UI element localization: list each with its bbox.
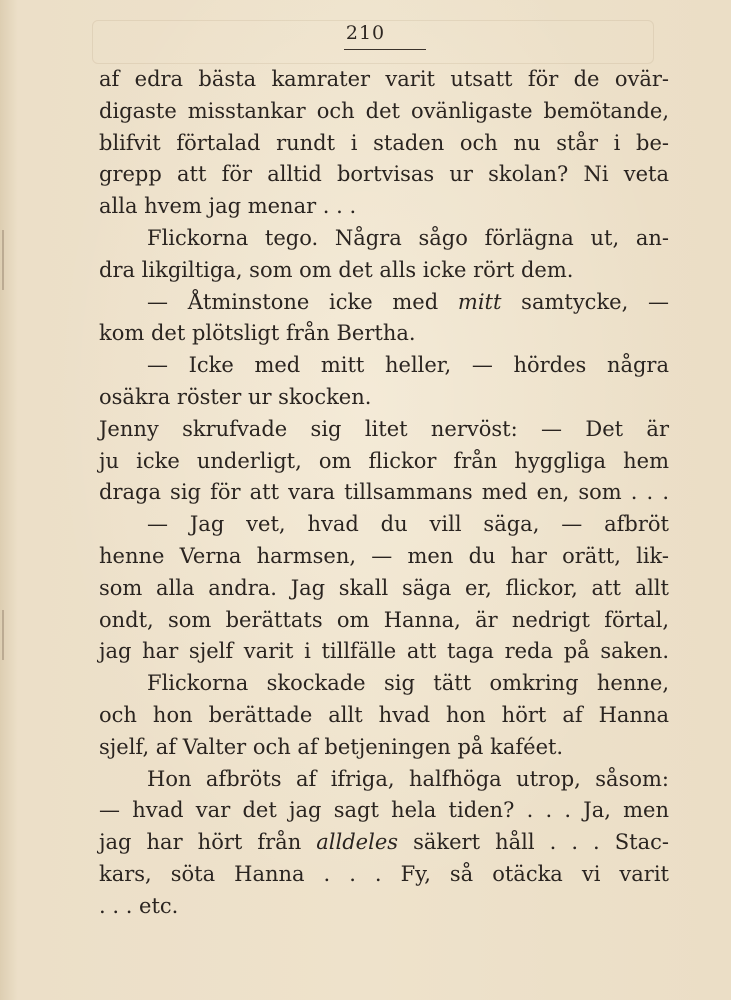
text-line: Flickorna tego. Några sågo förlägna ut, an- — [147, 225, 669, 250]
text-line: draga sig för att vara tillsammans med en, som . . . — [99, 480, 669, 505]
text-line: kars, söta Hanna . . . Fy, så otäcka vi varit — [99, 861, 669, 886]
text-line: dra likgiltiga, som om det alls icke rört dem. — [99, 257, 574, 282]
text-line: Jenny skrufvade sig litet nervöst: — Det är — [99, 416, 669, 441]
text-line: kom det plötsligt från Bertha. — [99, 321, 416, 346]
body-text — [99, 64, 669, 923]
text-line: . . . etc. — [99, 893, 179, 918]
page-edge-mark — [2, 230, 4, 290]
text-line: osäkra röster ur skocken. — [99, 384, 372, 409]
text-line: och hon berättade allt hvad hon hört af Hanna — [99, 702, 669, 727]
text-line: alla hvem jag menar . . . — [99, 194, 357, 219]
text-line: jag har sjelf varit i tillfälle att taga reda på saken. — [99, 639, 669, 664]
text-line: som alla andra. Jag skall säga er, flickor, att allt — [99, 575, 669, 600]
text-line: — Jag vet, hvad du vill säga, — afbröt — [147, 512, 669, 537]
text-line: — Åtminstone icke med mitt samtycke, — — [147, 289, 670, 314]
text-line: grepp att för alltid bortvisas ur skolan? Ni veta — [99, 162, 669, 187]
text-line: Flickorna skockade sig tätt omkring henne, — [147, 671, 669, 696]
text-line: digaste misstankar och det ovänligaste bemötande, — [99, 98, 669, 123]
text-line: ondt, som berättats om Hanna, är nedrigt förtal, — [99, 607, 669, 632]
text-line: ju icke underligt, om flickor från hyggliga hem — [99, 448, 669, 473]
page-edge-mark — [2, 610, 4, 660]
text-line: sjelf, af Valter och af betjeningen på kaféet. — [99, 734, 564, 759]
page-number-rule — [344, 49, 426, 50]
text-line: blifvit förtalad rundt i staden och nu står i be- — [99, 130, 669, 155]
text-line: — Icke med mitt heller, — hördes några — [147, 353, 669, 378]
text-line: Hon afbröts af ifriga, halfhöga utrop, såsom: — [147, 766, 669, 791]
text-line: af edra bästa kamrater varit utsatt för de ovär- — [99, 67, 669, 91]
text-line: henne Verna harmsen, — men du har orätt, lik- — [99, 543, 669, 568]
text-line: — hvad var det jag sagt hela tiden? . . . Ja, men — [99, 798, 669, 823]
page-number: 210 — [345, 22, 386, 44]
text-line: jag har hört från alldeles säkert håll . . . Stac- — [99, 830, 669, 855]
